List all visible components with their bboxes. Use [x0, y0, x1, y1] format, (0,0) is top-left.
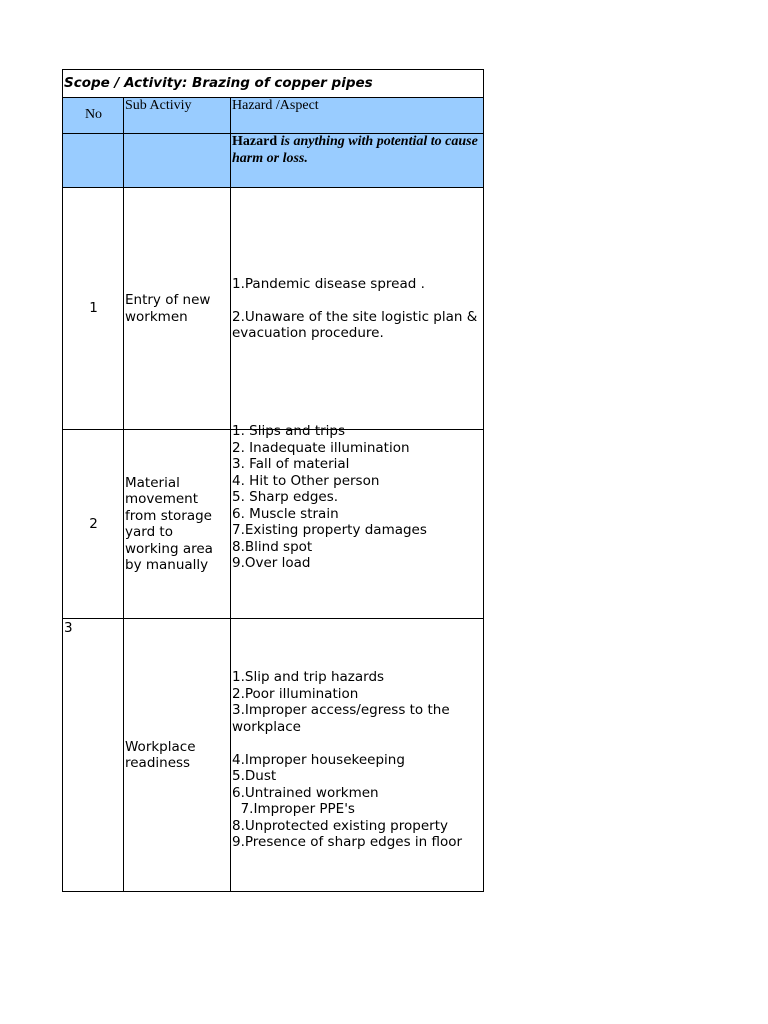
hazard-table	[62, 69, 484, 892]
table-row	[63, 619, 484, 892]
hazard-definition	[231, 134, 484, 188]
header-sub-activity: Sub Activiy	[124, 98, 231, 134]
header-hazard: Hazard /Aspect	[231, 98, 484, 134]
empty-cell	[63, 134, 124, 188]
scope-title: Scope / Activity: Brazing of copper pipes	[63, 70, 484, 98]
sub-activity-cell: Workplace readiness	[124, 619, 231, 892]
row-number: 2	[63, 430, 124, 619]
hazard-definition-text: is anything with potential to cause harm or loss.	[232, 134, 478, 166]
header-row	[63, 98, 484, 134]
hazard-cell: 1. Slips and trips 2. Inadequate illumination 3. Fall of material 4. Hit to Other person 5. Sharp edges. 6. Muscle strain 7.Existing property damages 8.Blind spot 9.Over load	[232, 423, 427, 571]
sub-activity-cell: Material movement from storage yard to working area by manually	[124, 430, 231, 619]
hazard-cell-wrapper	[231, 423, 484, 619]
hazard-cell: 1.Pandemic disease spread . 2.Unaware of the site logistic plan & evacuation procedure.	[231, 188, 484, 430]
header-no: No	[63, 98, 124, 134]
sub-activity-cell: Entry of new workmen	[124, 188, 231, 430]
hazard-cell: 1.Slip and trip hazards 2.Poor illumination 3.Improper access/egress to the workplace 4.Improper housekeeping 5.Dust 6.Untrained workmen 7.Improper PPE's 8.Unprotected existing property 9.Presence of sharp edges in floor	[231, 619, 484, 892]
row-number: 1	[63, 188, 124, 430]
hazard-definition-row	[63, 134, 484, 188]
row-number: 3	[63, 619, 124, 892]
title-row	[63, 70, 484, 98]
table-row	[63, 430, 484, 619]
hazard-definition-lead: Hazard	[232, 134, 278, 149]
table-row	[63, 188, 484, 430]
empty-cell	[124, 134, 231, 188]
